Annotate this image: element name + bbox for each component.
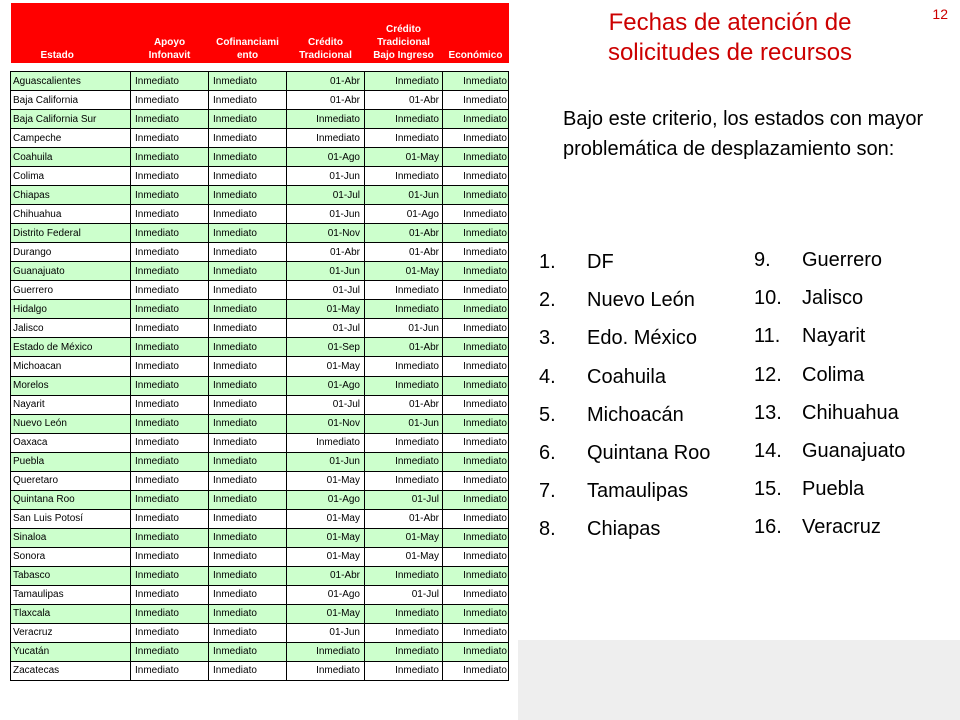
table-cell: Inmediato [287, 110, 365, 129]
list-item-number: 14. [754, 439, 782, 462]
table-cell: 01-Abr [365, 509, 443, 528]
table-cell: Inmediato [365, 357, 443, 376]
table-cell: 01-Ago [287, 585, 365, 604]
table-cell: Inmediato [209, 547, 287, 566]
table-cell: 01-May [287, 547, 365, 566]
table-cell: 01-Jun [287, 452, 365, 471]
table-row [11, 72, 509, 91]
list-item-number: 15. [754, 478, 782, 501]
table-cell: Inmediato [131, 376, 209, 395]
table-cell: 01-Ago [287, 148, 365, 167]
list-item-label: Edo. México [587, 327, 698, 350]
table-cell: 01-Nov [287, 224, 365, 243]
table-row [11, 547, 509, 566]
table-cell: 01-Jul [287, 186, 365, 205]
table-cell: 01-Jun [365, 186, 443, 205]
table-cell: Inmediato [443, 72, 509, 91]
table-cell: 01-Abr [365, 338, 443, 357]
table-cell: Inmediato [209, 129, 287, 148]
state-name-cell: Zacatecas [11, 661, 131, 680]
list-item-number: 16. [754, 516, 782, 539]
table-cell: Inmediato [443, 604, 509, 623]
state-name-cell: Oaxaca [11, 433, 131, 452]
table-cell: Inmediato [443, 623, 509, 642]
table-cell: Inmediato [209, 110, 287, 129]
table-cell: Inmediato [365, 623, 443, 642]
table-cell: Inmediato [131, 642, 209, 661]
page-number: 12 [932, 6, 948, 22]
table-cell: Inmediato [443, 338, 509, 357]
table-cell: Inmediato [443, 167, 509, 186]
list-item [539, 250, 710, 288]
table-cell: Inmediato [209, 471, 287, 490]
table-cell: Inmediato [443, 452, 509, 471]
state-name-cell: Quintana Roo [11, 490, 131, 509]
state-name-cell: Nuevo León [11, 414, 131, 433]
table-cell: Inmediato [365, 642, 443, 661]
table-header [11, 3, 509, 63]
table-cell: Inmediato [131, 110, 209, 129]
table-cell: Inmediato [131, 186, 209, 205]
list-item-label: Nayarit [802, 325, 866, 348]
intro-text: Bajo este criterio, los estados con mayor problemática de desplazamiento son: [563, 108, 924, 160]
table-cell: Inmediato [365, 604, 443, 623]
table-cell: 01-May [365, 148, 443, 167]
list-item [754, 363, 905, 401]
list-item-number: 8. [539, 518, 556, 541]
table-row [11, 566, 509, 585]
table-cell: Inmediato [443, 129, 509, 148]
table-cell: 01-May [287, 604, 365, 623]
table-cell: Inmediato [443, 490, 509, 509]
table-cell: Inmediato [209, 509, 287, 528]
table-cell: 01-Jul [365, 585, 443, 604]
list-item-number: 2. [539, 289, 556, 312]
list-item [754, 477, 905, 515]
table-cell: 01-May [287, 300, 365, 319]
table-row [11, 414, 509, 433]
table-cell: Inmediato [131, 395, 209, 414]
table-cell: Inmediato [443, 566, 509, 585]
table-cell: 01-Jul [287, 319, 365, 338]
table-cell: Inmediato [209, 148, 287, 167]
table-cell: Inmediato [131, 91, 209, 110]
table-cell: Inmediato [209, 566, 287, 585]
table-cell: Inmediato [209, 395, 287, 414]
table-cell: Inmediato [131, 243, 209, 262]
table-cell: 01-Jun [287, 262, 365, 281]
state-name-cell: Aguascalientes [11, 72, 131, 91]
table-cell: 01-May [287, 528, 365, 547]
table-cell: 01-Jul [287, 281, 365, 300]
state-name-cell: Guanajuato [11, 262, 131, 281]
table-cell: Inmediato [365, 433, 443, 452]
table-cell: Inmediato [209, 452, 287, 471]
list-item-label: Jalisco [802, 287, 864, 310]
table-row [11, 148, 509, 167]
table-cell: Inmediato [209, 623, 287, 642]
state-name-cell: Coahuila [11, 148, 131, 167]
table-cell: Inmediato [131, 205, 209, 224]
table-cell: Inmediato [209, 186, 287, 205]
list-item-label: Chiapas [587, 518, 661, 541]
table-row [11, 490, 509, 509]
state-name-cell: Morelos [11, 376, 131, 395]
table-row [11, 167, 509, 186]
table-row [11, 471, 509, 490]
table-row [11, 91, 509, 110]
table-cell: 01-Jun [365, 319, 443, 338]
list-item-number: 4. [539, 365, 556, 388]
table-cell: 01-Abr [287, 243, 365, 262]
header-credito-tradicional: Crédito Tradicional [287, 3, 365, 63]
state-name-cell: Tamaulipas [11, 585, 131, 604]
problem-states-list-left [539, 250, 710, 556]
table-cell: Inmediato [443, 585, 509, 604]
list-item-label: Coahuila [587, 365, 666, 388]
table-cell: 01-Abr [287, 72, 365, 91]
list-item-label: Guerrero [802, 249, 883, 271]
table-cell: Inmediato [443, 186, 509, 205]
list-item [539, 403, 710, 441]
table-cell: Inmediato [131, 509, 209, 528]
table-cell: 01-Jun [287, 167, 365, 186]
table-cell: Inmediato [131, 414, 209, 433]
table-cell: Inmediato [443, 110, 509, 129]
table-row [11, 623, 509, 642]
table-cell: Inmediato [443, 281, 509, 300]
state-name-cell: Chihuahua [11, 205, 131, 224]
table-cell: Inmediato [443, 642, 509, 661]
table-cell: Inmediato [443, 243, 509, 262]
state-name-cell: Baja California [11, 91, 131, 110]
table-row [11, 433, 509, 452]
table-cell: Inmediato [131, 471, 209, 490]
table-cell: Inmediato [131, 433, 209, 452]
table-cell: Inmediato [443, 471, 509, 490]
table-cell: 01-Abr [365, 243, 443, 262]
table-cell: Inmediato [287, 129, 365, 148]
state-name-cell: Jalisco [11, 319, 131, 338]
table-cell: Inmediato [209, 72, 287, 91]
list-item [539, 441, 710, 479]
table-row [11, 205, 509, 224]
header-economico: Económico [443, 3, 509, 63]
table-cell: 01-Abr [287, 566, 365, 585]
table-cell: Inmediato [209, 300, 287, 319]
state-name-cell: Nayarit [11, 395, 131, 414]
table-cell: Inmediato [131, 148, 209, 167]
table-cell: Inmediato [443, 414, 509, 433]
table-cell: Inmediato [209, 642, 287, 661]
state-name-cell: Estado de México [11, 338, 131, 357]
footer-band [518, 640, 960, 720]
list-item-number: 11. [754, 325, 781, 348]
table-cell: 01-Nov [287, 414, 365, 433]
table-cell: Inmediato [209, 281, 287, 300]
table-cell: Inmediato [443, 205, 509, 224]
table-cell: Inmediato [443, 300, 509, 319]
state-name-cell: Guerrero [11, 281, 131, 300]
table-cell: Inmediato [131, 129, 209, 148]
table-cell: Inmediato [131, 167, 209, 186]
table-cell: Inmediato [443, 509, 509, 528]
table-body [11, 72, 509, 681]
table-cell: Inmediato [209, 243, 287, 262]
state-name-cell: Baja California Sur [11, 110, 131, 129]
list-item-label: Chihuahua [802, 401, 899, 424]
table-cell: Inmediato [131, 72, 209, 91]
table-cell: 01-Ago [365, 205, 443, 224]
table-cell: 01-Jun [365, 414, 443, 433]
table-cell: Inmediato [131, 490, 209, 509]
table-cell: Inmediato [209, 357, 287, 376]
table-cell: Inmediato [443, 91, 509, 110]
table-cell: 01-Jul [365, 490, 443, 509]
table-cell: Inmediato [209, 262, 287, 281]
state-name-cell: Durango [11, 243, 131, 262]
table-cell: 01-Jul [287, 395, 365, 414]
list-item [539, 288, 710, 326]
table-cell: Inmediato [443, 395, 509, 414]
table-cell: 01-May [365, 528, 443, 547]
list-item [754, 439, 905, 477]
table-cell: Inmediato [287, 642, 365, 661]
table-cell: Inmediato [443, 224, 509, 243]
table-cell: 01-May [365, 547, 443, 566]
state-name-cell: San Luis Potosí [11, 509, 131, 528]
table-cell: 01-Jun [287, 623, 365, 642]
table-row [11, 186, 509, 205]
table-cell: Inmediato [209, 528, 287, 547]
table-cell: 01-May [287, 357, 365, 376]
table-cell: 01-Abr [365, 91, 443, 110]
table-cell: Inmediato [209, 224, 287, 243]
table-cell: Inmediato [131, 661, 209, 680]
table-cell: Inmediato [365, 300, 443, 319]
header-cofinanciamiento: Cofinanciami ento [209, 3, 287, 63]
state-name-cell: Colima [11, 167, 131, 186]
list-item-number: 5. [539, 403, 556, 426]
header-estado: Estado [11, 3, 131, 63]
table-cell: 01-Ago [287, 376, 365, 395]
table-row [11, 357, 509, 376]
table-cell: Inmediato [209, 585, 287, 604]
list-item-label: Puebla [802, 478, 865, 501]
table-cell: Inmediato [365, 281, 443, 300]
table-cell: Inmediato [443, 528, 509, 547]
state-name-cell: Puebla [11, 452, 131, 471]
table-cell: 01-Jun [287, 205, 365, 224]
table-cell: Inmediato [365, 661, 443, 680]
table-cell: Inmediato [131, 566, 209, 585]
state-name-cell: Michoacan [11, 357, 131, 376]
table-cell: 01-Sep [287, 338, 365, 357]
table-row [11, 395, 509, 414]
table-row [11, 300, 509, 319]
list-item [754, 324, 905, 362]
slide-title: Fechas de atención de solicitudes de recursos [607, 9, 853, 66]
list-item [539, 326, 710, 364]
table-cell: 01-Abr [365, 395, 443, 414]
table-cell: Inmediato [287, 661, 365, 680]
list-item-number: 7. [539, 480, 556, 503]
table-cell: Inmediato [365, 376, 443, 395]
table-cell: Inmediato [443, 376, 509, 395]
table-cell: Inmediato [443, 148, 509, 167]
table-cell: Inmediato [209, 604, 287, 623]
table-cell: Inmediato [443, 433, 509, 452]
header-apoyo-infonavit: Apoyo Infonavit [131, 3, 209, 63]
table-cell: 01-May [287, 471, 365, 490]
table-cell: Inmediato [443, 262, 509, 281]
table-cell: Inmediato [443, 319, 509, 338]
state-name-cell: Campeche [11, 129, 131, 148]
table-cell: Inmediato [287, 433, 365, 452]
state-name-cell: Sonora [11, 547, 131, 566]
table-cell: Inmediato [365, 452, 443, 471]
table-row [11, 262, 509, 281]
table-cell: Inmediato [209, 319, 287, 338]
table-row [11, 224, 509, 243]
table-cell: Inmediato [209, 376, 287, 395]
table-cell: Inmediato [365, 566, 443, 585]
list-item-number: 12. [754, 363, 782, 386]
table-row [11, 338, 509, 357]
table-cell: Inmediato [131, 604, 209, 623]
table-row [11, 509, 509, 528]
list-item-number: 9. [754, 249, 771, 271]
list-item-label: DF [587, 251, 614, 273]
list-item-number: 1. [539, 251, 556, 273]
list-item [754, 515, 905, 553]
state-name-cell: Queretaro [11, 471, 131, 490]
header-credito-bajo-ingreso: Crédito Tradicional Bajo Ingreso [365, 3, 443, 63]
table-cell: Inmediato [131, 547, 209, 566]
table-cell: 01-Abr [287, 91, 365, 110]
table-row [11, 319, 509, 338]
list-item [539, 365, 710, 403]
table-row [11, 452, 509, 471]
table-cell: Inmediato [365, 72, 443, 91]
table-cell: 01-Abr [365, 224, 443, 243]
table-row [11, 243, 509, 262]
list-item [539, 479, 710, 517]
list-item-label: Michoacán [587, 403, 684, 426]
list-item-label: Quintana Roo [587, 441, 711, 464]
list-item [754, 248, 905, 286]
list-item-number: 13. [754, 401, 782, 424]
list-item [754, 401, 905, 439]
table-row [11, 110, 509, 129]
state-name-cell: Hidalgo [11, 300, 131, 319]
table-cell: Inmediato [443, 357, 509, 376]
table-cell: Inmediato [131, 528, 209, 547]
table-cell: Inmediato [365, 471, 443, 490]
table-cell: Inmediato [131, 585, 209, 604]
list-item [754, 286, 905, 324]
table-row [11, 585, 509, 604]
table-cell: Inmediato [209, 490, 287, 509]
table-row [11, 528, 509, 547]
table-cell: Inmediato [365, 110, 443, 129]
table-cell: Inmediato [443, 661, 509, 680]
list-item-label: Tamaulipas [587, 480, 689, 503]
state-name-cell: Sinaloa [11, 528, 131, 547]
list-item-number: 6. [539, 441, 556, 464]
table-cell: Inmediato [209, 338, 287, 357]
table-cell: Inmediato [131, 623, 209, 642]
table-cell: Inmediato [131, 319, 209, 338]
list-item-label: Guanajuato [802, 439, 906, 462]
problem-states-list-right [754, 248, 905, 554]
table-cell: Inmediato [209, 205, 287, 224]
table-cell: Inmediato [365, 167, 443, 186]
table-cell: Inmediato [443, 547, 509, 566]
table-cell: 01-May [287, 509, 365, 528]
list-item-number: 3. [539, 327, 556, 350]
state-name-cell: Chiapas [11, 186, 131, 205]
table-row [11, 376, 509, 395]
state-name-cell: Distrito Federal [11, 224, 131, 243]
list-item-label: Nuevo León [587, 289, 695, 312]
table-cell: Inmediato [209, 91, 287, 110]
dates-table [10, 3, 508, 681]
table-cell: Inmediato [209, 433, 287, 452]
table-cell: Inmediato [209, 661, 287, 680]
table-cell: Inmediato [365, 129, 443, 148]
state-name-cell: Tabasco [11, 566, 131, 585]
table-cell: Inmediato [131, 281, 209, 300]
table-cell: Inmediato [209, 414, 287, 433]
table-cell: 01-May [365, 262, 443, 281]
table-cell: 01-Ago [287, 490, 365, 509]
list-item-label: Veracruz [802, 516, 881, 539]
state-name-cell: Yucatán [11, 642, 131, 661]
table-cell: Inmediato [131, 300, 209, 319]
table-row [11, 661, 509, 680]
table-cell: Inmediato [131, 338, 209, 357]
table-row [11, 642, 509, 661]
table-row [11, 281, 509, 300]
table-cell: Inmediato [131, 262, 209, 281]
table-cell: Inmediato [209, 167, 287, 186]
table-row [11, 129, 509, 148]
table-cell: Inmediato [131, 452, 209, 471]
table-cell: Inmediato [131, 224, 209, 243]
table-cell: Inmediato [131, 357, 209, 376]
list-item [539, 517, 710, 555]
state-name-cell: Tlaxcala [11, 604, 131, 623]
table-row [11, 604, 509, 623]
state-name-cell: Veracruz [11, 623, 131, 642]
list-item-number: 10. [754, 287, 782, 310]
list-item-label: Colima [802, 363, 865, 386]
